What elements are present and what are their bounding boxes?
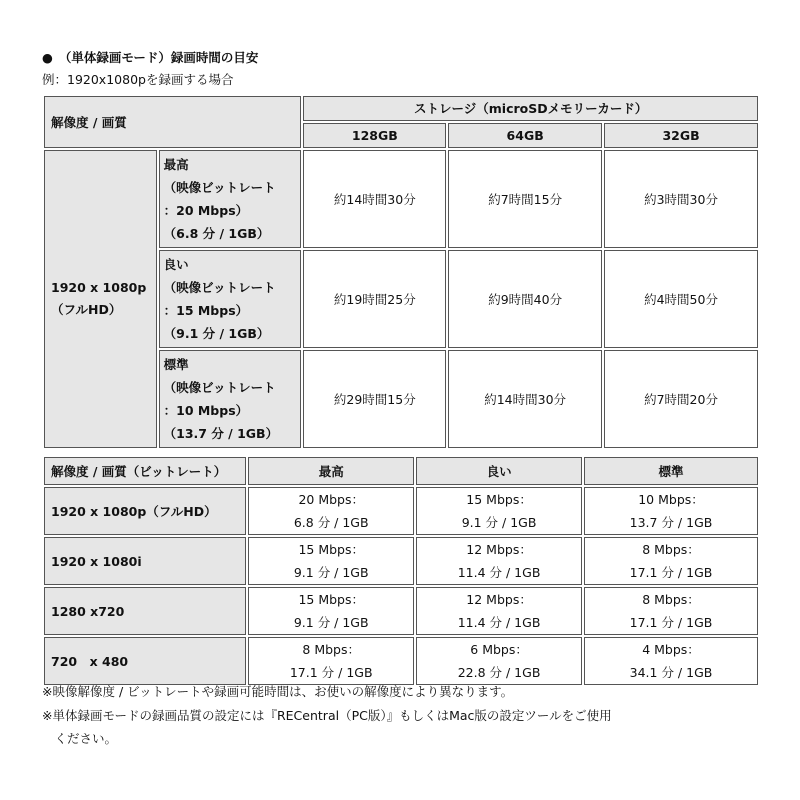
- note-settings: ※単体録画モードの録画品質の設定には『RECentral（PC版）』もしくはMac版の設定ツールをご使用: [42, 708, 612, 723]
- minutes-per-gb-line: 13.7 分 / 1GB: [629, 515, 713, 530]
- minutes-per-gb-line: 11.4 分 / 1GB: [457, 615, 541, 630]
- note-resolution: ※映像解像度 / ビットレートや録画可能時間は、お使いの解像度により異なります。: [42, 684, 514, 699]
- quality-line: ：10 Mbps）: [163, 403, 249, 418]
- quality-line: ：20 Mbps）: [163, 203, 249, 218]
- bitrate-cell: [248, 487, 414, 535]
- quality-cell-standard: [159, 350, 302, 448]
- quality-line: （13.7 分 / 1GB）: [163, 426, 279, 441]
- bitrate-cell: [584, 587, 758, 635]
- section-heading: [42, 48, 258, 66]
- time-cell: 約4時間50分: [604, 250, 758, 348]
- resolution-cell: 1280 x720: [44, 587, 246, 635]
- minutes-per-gb-line: 17.1 分 / 1GB: [629, 565, 713, 580]
- minutes-per-gb-line: 11.4 分 / 1GB: [457, 565, 541, 580]
- bitrate-table: [42, 455, 760, 687]
- bitrate-cell: [248, 537, 414, 585]
- capacity-header-64gb: 64GB: [448, 123, 602, 148]
- quality-cell-good: [159, 250, 302, 348]
- quality-line: （6.8 分 / 1GB）: [163, 226, 270, 241]
- section-heading-text: （単体録画モード）録画時間の目安: [58, 50, 259, 65]
- quality-line: （映像ビットレート: [163, 180, 276, 195]
- quality-line: ：15 Mbps）: [163, 303, 249, 318]
- resolution-cell: 720 x 480: [44, 637, 246, 685]
- res-quality-bitrate-header: 解像度 / 画質（ビットレート）: [44, 457, 246, 485]
- minutes-per-gb-line: 9.1 分 / 1GB: [293, 615, 369, 630]
- capacity-header-128gb: 128GB: [303, 123, 446, 148]
- bitrate-line: 15 Mbps：: [466, 492, 532, 507]
- resolution-line: 1920 x 1080p: [51, 280, 147, 295]
- quality-line: （9.1 分 / 1GB）: [163, 326, 270, 341]
- bitrate-cell: [416, 487, 582, 535]
- time-cell: 約9時間40分: [448, 250, 602, 348]
- bitrate-cell: [584, 637, 758, 685]
- note-settings-cont: ください。: [42, 731, 118, 746]
- bitrate-line: 8 Mbps：: [642, 592, 700, 607]
- resolution-cell: 1920 x 1080p（フルHD）: [44, 487, 246, 535]
- bitrate-line: 8 Mbps：: [302, 642, 360, 657]
- bitrate-line: 6 Mbps：: [470, 642, 528, 657]
- bitrate-cell: [584, 537, 758, 585]
- capacity-header-32gb: 32GB: [604, 123, 758, 148]
- resolution-line: （フルHD）: [51, 302, 122, 317]
- resolution-cell: [44, 150, 157, 448]
- res-quality-header: 解像度 / 画質: [44, 96, 301, 148]
- recording-time-table: [42, 94, 760, 450]
- quality-line: （映像ビットレート: [163, 380, 276, 395]
- minutes-per-gb-line: 6.8 分 / 1GB: [293, 515, 369, 530]
- minutes-per-gb-line: 17.1 分 / 1GB: [629, 615, 713, 630]
- minutes-per-gb-line: 9.1 分 / 1GB: [461, 515, 537, 530]
- header-standard: 標準: [584, 457, 758, 485]
- example-caption: 例：1920x1080pを録画する場合: [42, 72, 234, 87]
- quality-line: （映像ビットレート: [163, 280, 276, 295]
- header-best: 最高: [248, 457, 414, 485]
- bitrate-line: 15 Mbps：: [298, 592, 364, 607]
- time-cell: 約19時間25分: [303, 250, 446, 348]
- time-cell: 約3時間30分: [604, 150, 758, 248]
- bitrate-cell: [416, 587, 582, 635]
- bitrate-line: 10 Mbps：: [638, 492, 704, 507]
- bitrate-line: 20 Mbps：: [298, 492, 364, 507]
- quality-cell-best: [159, 150, 302, 248]
- bitrate-line: 12 Mbps：: [466, 592, 532, 607]
- minutes-per-gb-line: 34.1 分 / 1GB: [629, 665, 713, 680]
- quality-line: 標準: [163, 357, 189, 372]
- bitrate-cell: [248, 637, 414, 685]
- resolution-cell: 1920 x 1080i: [44, 537, 246, 585]
- time-cell: 約29時間15分: [303, 350, 446, 448]
- quality-line: 良い: [163, 257, 189, 272]
- bullet-icon: ●: [42, 50, 53, 65]
- minutes-per-gb-line: 17.1 分 / 1GB: [289, 665, 373, 680]
- bitrate-line: 15 Mbps：: [298, 542, 364, 557]
- minutes-per-gb-line: 22.8 分 / 1GB: [457, 665, 541, 680]
- quality-line: 最高: [163, 157, 189, 172]
- bitrate-line: 4 Mbps：: [642, 642, 700, 657]
- time-cell: 約7時間20分: [604, 350, 758, 448]
- bitrate-line: 12 Mbps：: [466, 542, 532, 557]
- time-cell: 約14時間30分: [303, 150, 446, 248]
- bitrate-cell: [248, 587, 414, 635]
- header-good: 良い: [416, 457, 582, 485]
- time-cell: 約7時間15分: [448, 150, 602, 248]
- bitrate-cell: [584, 487, 758, 535]
- bitrate-cell: [416, 537, 582, 585]
- minutes-per-gb-line: 9.1 分 / 1GB: [293, 565, 369, 580]
- time-cell: 約14時間30分: [448, 350, 602, 448]
- bitrate-line: 8 Mbps：: [642, 542, 700, 557]
- bitrate-cell: [416, 637, 582, 685]
- storage-header: ストレージ（microSDメモリーカード）: [303, 96, 758, 121]
